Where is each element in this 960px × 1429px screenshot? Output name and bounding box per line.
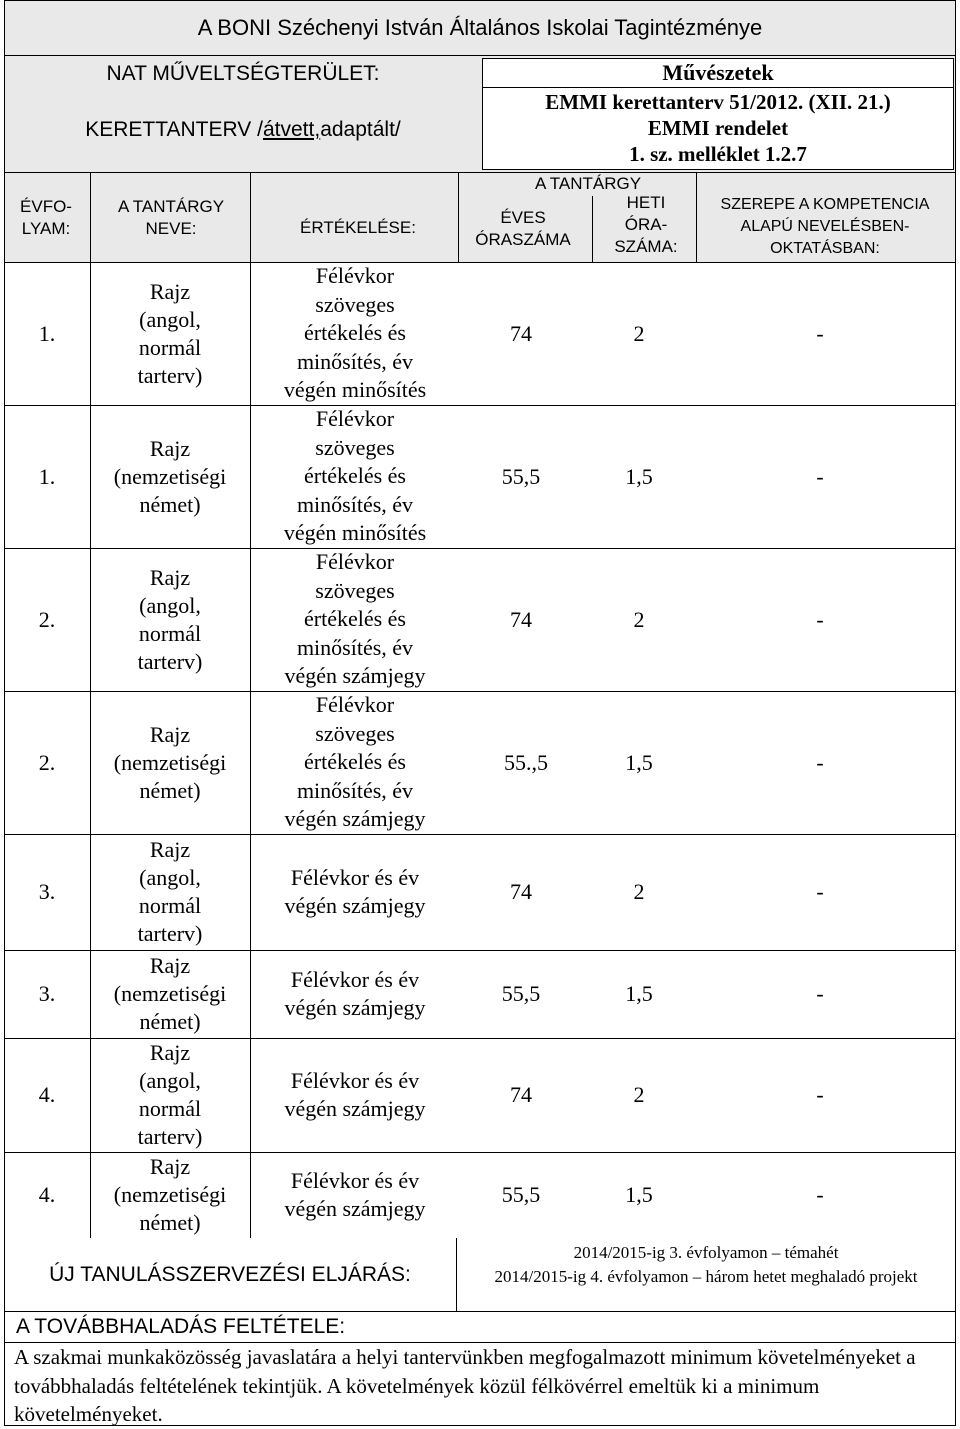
row-role: -: [816, 1082, 824, 1107]
row-annual-hours: 74: [510, 1082, 532, 1107]
row-role: -: [816, 1182, 824, 1207]
header-szerepe: SZEREPE A KOMPETENCIA ALAPÚ NEVELÉSBEN-OKTATÁSBAN:: [720, 196, 930, 257]
kerettanterv-value: [482, 88, 954, 170]
row-evaluation: Félévkor szöveges értékelés és minősítés, év végén minősítés: [283, 406, 427, 546]
page-title-text: A BONI Széchenyi István Általános Iskolai Tagintézménye: [197, 15, 763, 40]
row-weekly-hours: 2: [633, 606, 645, 632]
kerettanterv-line: EMMI kerettanterv 51/2012. (XII. 21.): [545, 90, 891, 114]
row-subject-name: Rajz (angol, normál tarterv): [137, 564, 203, 674]
tovabb-label: A TOVÁBBHALADÁS FELTÉTELE:: [16, 1315, 346, 1338]
row-annual-hours: 74: [510, 606, 532, 632]
header-ertekelese: ÉRTÉKELÉSE:: [300, 218, 416, 237]
row-weekly-hours: 1,5: [625, 463, 653, 489]
row-weekly-hours: 2: [633, 879, 645, 904]
row-subject-name: Rajz (nemzetiségi német): [113, 435, 227, 517]
row-annual-hours: 74: [510, 879, 532, 904]
row-role: -: [816, 981, 824, 1006]
row-grade: 4.: [38, 1082, 56, 1107]
header-tantargy-neve: A TANTÁRGY NEVE:: [117, 197, 225, 238]
row-role: -: [816, 320, 824, 346]
row-evaluation: Félévkor és év végén számjegy: [284, 966, 426, 1020]
row-weekly-hours: 1,5: [625, 981, 653, 1006]
row-role: -: [816, 606, 824, 632]
uj-line: 2014/2015-ig 4. évfolyamon – három hetet meghaladó projekt: [494, 1267, 918, 1286]
tovabb-text: A szakmai munkaközösség javaslatára a helyi tantervünkben megfogalmazott minimum követelményeket a továbbhaladás feltételének tekintjük. A követelmények közül félkövérrel emeltük ki a minimum követelményeket.: [14, 1345, 916, 1426]
row-subject-name: Rajz (angol, normál tarterv): [137, 1040, 203, 1149]
row-evaluation: Félévkor szöveges értékelés és minősítés, év végén számjegy: [284, 692, 426, 832]
nat-label: NAT MŰVELTSÉGTERÜLET:: [106, 62, 380, 85]
header-a-tantargy: A TANTÁRGY: [534, 174, 642, 193]
row-role: -: [816, 463, 824, 489]
row-weekly-hours: 1,5: [625, 1182, 653, 1207]
row-subject-name: Rajz (nemzetiségi német): [113, 953, 227, 1034]
row-weekly-hours: 2: [633, 1082, 645, 1107]
nat-value: Művészetek: [482, 58, 954, 88]
header-eves-oraszama: ÉVES ÓRASZÁMA: [475, 208, 571, 249]
uj-line: 2014/2015-ig 3. évfolyamon – témahét: [573, 1243, 839, 1262]
row-grade: 3.: [38, 879, 56, 904]
row-role: -: [816, 749, 824, 775]
row-subject-name: Rajz (angol, normál tarterv): [137, 837, 203, 946]
row-grade: 3.: [38, 981, 56, 1006]
row-subject-name: Rajz (nemzetiségi német): [113, 1154, 227, 1235]
row-grade: 1.: [38, 463, 56, 489]
kerettanterv-label: KERETTANTERV / átvett, adaptált/: [85, 118, 401, 141]
row-evaluation: Félévkor és év végén számjegy: [284, 1167, 426, 1221]
page-title: [4, 0, 956, 56]
row-evaluation: Félévkor és év végén számjegy: [284, 864, 426, 918]
row-annual-hours: 55.,5: [504, 749, 548, 775]
row-grade: 2.: [38, 606, 56, 632]
row-grade: 4.: [38, 1182, 56, 1207]
row-evaluation: Félévkor és év végén számjegy: [284, 1067, 426, 1121]
header-evfolyam: ÉVFO-LYAM:: [20, 197, 72, 238]
row-role: -: [816, 879, 824, 904]
row-annual-hours: 74: [510, 320, 532, 346]
row-subject-name: Rajz (nemzetiségi német): [113, 721, 227, 803]
row-grade: 1.: [38, 320, 56, 346]
row-grade: 2.: [38, 749, 56, 775]
row-annual-hours: 55,5: [501, 463, 541, 489]
header-heti-oraszama: HETI ÓRA-SZÁMA:: [614, 193, 678, 256]
uj-value: [458, 1240, 954, 1310]
row-weekly-hours: 2: [633, 320, 645, 346]
row-annual-hours: 55,5: [501, 981, 541, 1006]
uj-label: ÚJ TANULÁSSZERVEZÉSI ELJÁRÁS:: [49, 1263, 411, 1286]
row-annual-hours: 55,5: [501, 1182, 541, 1207]
row-evaluation: Félévkor szöveges értékelés és minősítés, év végén számjegy: [284, 549, 426, 689]
kerettanterv-line: EMMI rendelet: [647, 116, 789, 140]
row-evaluation: Félévkor szöveges értékelés és minősítés, év végén minősítés: [283, 263, 427, 403]
row-subject-name: Rajz (angol, normál tarterv): [137, 278, 203, 388]
row-weekly-hours: 1,5: [625, 749, 653, 775]
kerettanterv-line: 1. sz. melléklet 1.2.7: [629, 142, 807, 166]
